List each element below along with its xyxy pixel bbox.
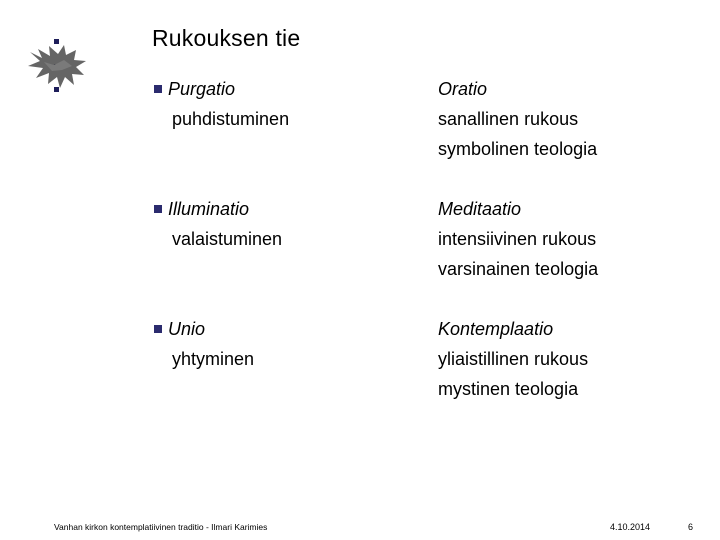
right-heading: Oratio — [438, 79, 488, 99]
right-heading: Kontemplaatio — [438, 319, 554, 339]
right-line: symbolinen teologia — [438, 139, 598, 159]
left-subheading: yhtyminen — [172, 349, 255, 369]
left-heading: Illuminatio — [154, 194, 249, 224]
footer-text: Vanhan kirkon kontemplatiivinen traditio - Ilmari Karimies — [54, 522, 268, 532]
page-number: 6 — [688, 522, 694, 532]
right-line: sanallinen rukous — [438, 109, 579, 129]
square-bullet-icon — [154, 85, 162, 93]
right-heading: Meditaatio — [438, 199, 522, 219]
slide-title: Rukouksen tie — [152, 25, 301, 51]
university-logo-icon — [24, 30, 90, 96]
right-line: varsinainen teologia — [438, 259, 599, 279]
right-line: yliaistillinen rukous — [438, 349, 589, 369]
left-subheading: valaistuminen — [172, 229, 283, 249]
left-subheading: puhdistuminen — [172, 109, 290, 129]
right-line: mystinen teologia — [438, 379, 579, 399]
left-heading: Purgatio — [154, 74, 235, 104]
right-line: intensiivinen rukous — [438, 229, 597, 249]
square-bullet-icon — [154, 205, 162, 213]
footer-date: 4.10.2014 — [610, 522, 651, 532]
left-heading: Unio — [154, 314, 205, 344]
square-bullet-icon — [154, 325, 162, 333]
